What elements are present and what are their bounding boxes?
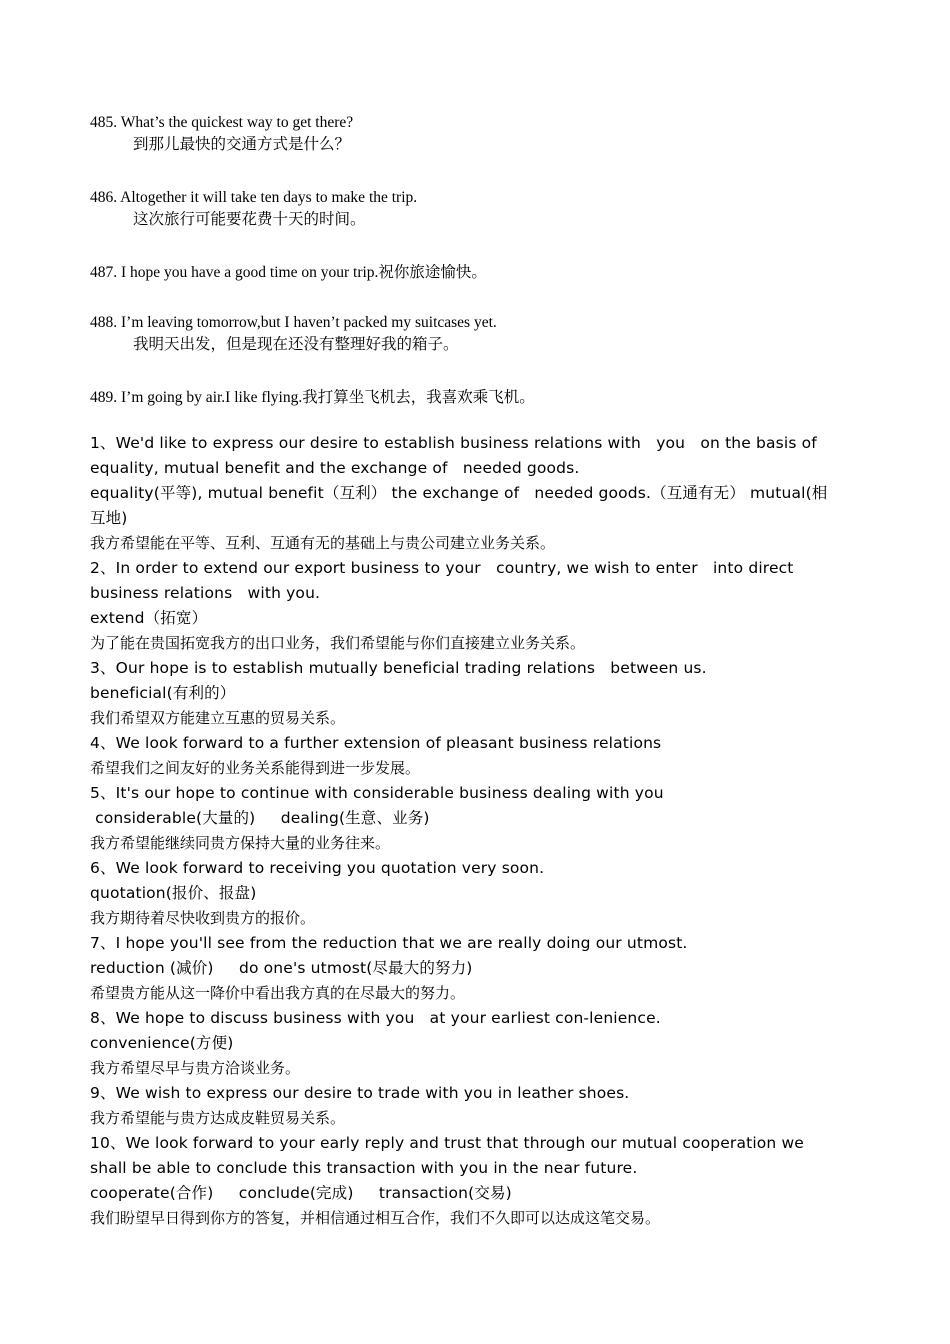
phrase-entry-488: [90, 312, 870, 356]
item-chinese: 为了能在贵国拓宽我方的出口业务，我们希望能与你们直接建立业务关系。: [90, 634, 586, 652]
item-chinese: 我方希望尽早与贵方洽谈业务。: [90, 1059, 301, 1077]
item-english: 4、We look forward to a further extension of pleasant business relations: [90, 734, 662, 752]
item-english: 9、We wish to express our desire to trade with you in leather shoes.: [90, 1084, 630, 1102]
business-phrases-section: [90, 431, 865, 1231]
item-english: business relations with you.: [90, 584, 321, 602]
item-chinese: 我方希望能继续同贵方保持大量的业务往来。: [90, 834, 391, 852]
item-english: 3、Our hope is to establish mutually beneficial trading relations between us.: [90, 659, 707, 677]
item-english: 10、We look forward to your early reply and trust that through our mutual cooperation we: [90, 1134, 804, 1152]
phrase-entry-486: [90, 187, 870, 231]
item-english: 6、We look forward to receiving you quotation very soon.: [90, 859, 545, 877]
item-vocabulary: cooperate(合作) conclude(完成) transaction(交易): [90, 1184, 512, 1202]
item-chinese: 我方希望能在平等、互利、互通有无的基础上与贵公司建立业务关系。: [90, 534, 556, 552]
item-english: 8、We hope to discuss business with you at your earliest con-lenience.: [90, 1009, 661, 1027]
item-vocabulary: convenience(方便): [90, 1034, 234, 1052]
item-vocabulary: extend（拓宽）: [90, 609, 208, 627]
item-english: 1、We'd like to express our desire to establish business relations with you on the basis of: [90, 434, 817, 452]
item-vocabulary: 互地): [90, 509, 128, 527]
entry-english: 489. I’m going by air.I like flying.我打算坐飞机去，我喜欢乘飞机。: [90, 389, 535, 406]
item-vocabulary: considerable(大量的) dealing(生意、业务): [90, 809, 430, 827]
item-chinese: 我方期待着尽快收到贵方的报价。: [90, 909, 316, 927]
item-english: 5、It's our hope to continue with considerable business dealing with you: [90, 784, 664, 802]
entry-english: 486. Altogether it will take ten days to make the trip.: [90, 189, 418, 206]
item-vocabulary: quotation(报价、报盘): [90, 884, 257, 902]
entry-english: 488. I’m leaving tomorrow,but I haven’t packed my suitcases yet.: [90, 314, 497, 331]
item-chinese: 我们希望双方能建立互惠的贸易关系。: [90, 709, 346, 727]
item-english: shall be able to conclude this transaction with you in the near future.: [90, 1159, 638, 1177]
item-english: 7、I hope you'll see from the reduction that we are really doing our utmost.: [90, 934, 688, 952]
entry-chinese: 到那儿最快的交通方式是什么？: [133, 136, 351, 153]
entry-chinese: 我明天出发，但是现在还没有整理好我的箱子。: [133, 336, 459, 353]
item-chinese: 我们盼望早日得到你方的答复，并相信通过相互合作，我们不久即可以达成这笔交易。: [90, 1209, 661, 1227]
item-vocabulary: reduction (减价) do one's utmost(尽最大的努力): [90, 959, 473, 977]
item-english: 2、In order to extend our export business to your country, we wish to enter into direct: [90, 559, 794, 577]
item-vocabulary: equality(平等), mutual benefit（互利） the exchange of needed goods.（互通有无） mutual(相: [90, 484, 828, 502]
item-english: equality, mutual benefit and the exchange of needed goods.: [90, 459, 580, 477]
phrase-entry-489: [90, 387, 870, 409]
phrase-entry-487: [90, 262, 870, 284]
item-chinese: 希望贵方能从这一降价中看出我方真的在尽最大的努力。: [90, 984, 466, 1002]
item-chinese: 我方希望能与贵方达成皮鞋贸易关系。: [90, 1109, 346, 1127]
item-vocabulary: beneficial(有利的）: [90, 684, 236, 702]
entry-english: 487. I hope you have a good time on your trip.祝你旅途愉快。: [90, 264, 487, 281]
entry-chinese: 这次旅行可能要花费十天的时间。: [133, 211, 366, 228]
phrase-entry-485: [90, 112, 870, 156]
item-chinese: 希望我们之间友好的业务关系能得到进一步发展。: [90, 759, 421, 777]
entry-english: 485. What’s the quickest way to get there?: [90, 114, 354, 131]
